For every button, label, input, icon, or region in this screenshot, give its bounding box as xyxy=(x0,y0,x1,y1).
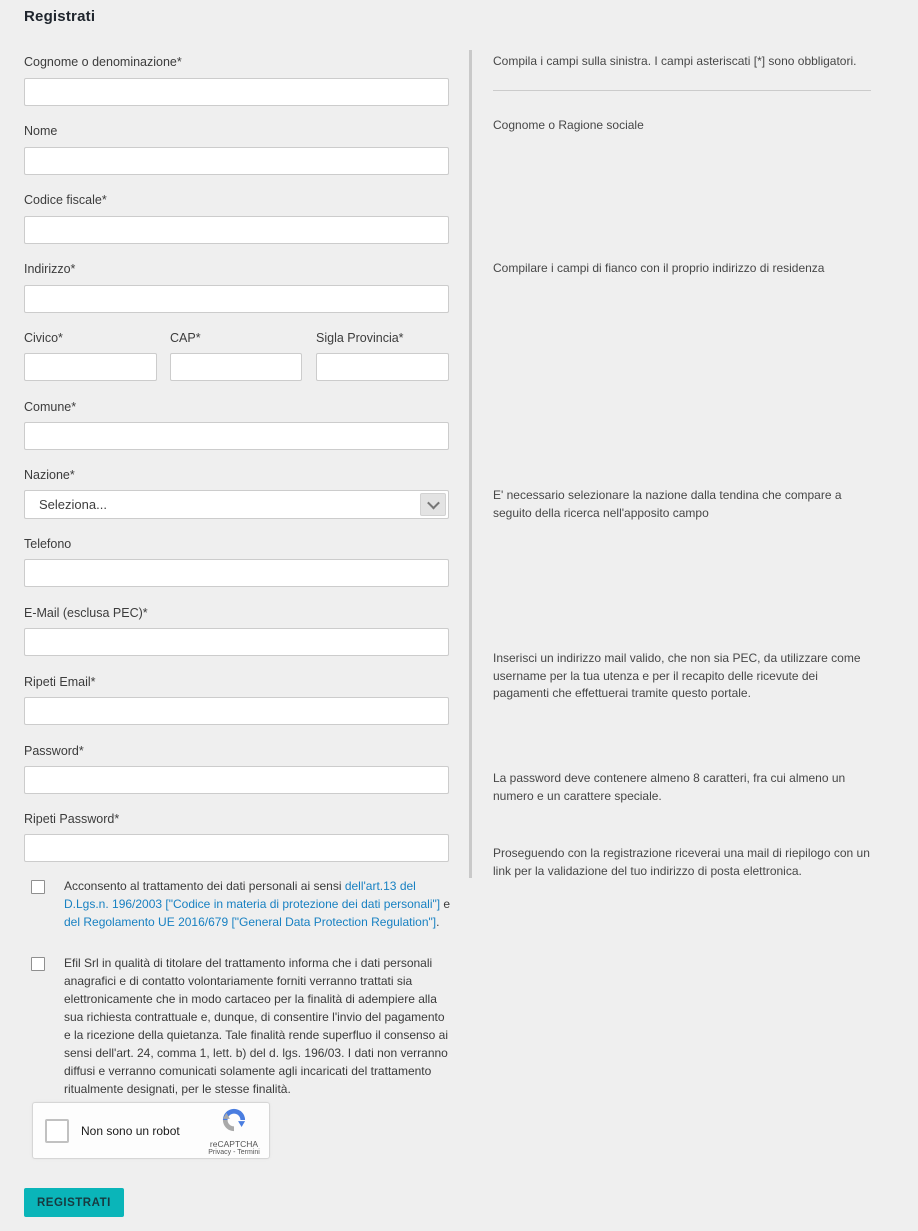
ripeti-email-input[interactable] xyxy=(24,697,449,725)
sigla-provincia-input[interactable] xyxy=(316,353,449,381)
comune-label: Comune* xyxy=(24,400,77,414)
help-nazione: E' necessario selezionare la nazione dalla tendina che compare a seguito della ricerca nell'apposito campo xyxy=(493,488,842,520)
nome-label: Nome xyxy=(24,124,58,138)
column-divider xyxy=(469,50,472,878)
ripeti-email-label: Ripeti Email* xyxy=(24,675,96,689)
password-input[interactable] xyxy=(24,766,449,794)
comune-input[interactable] xyxy=(24,422,449,450)
chevron-down-icon xyxy=(427,497,440,510)
nazione-label: Nazione* xyxy=(24,468,75,482)
treatment-consent-checkbox[interactable] xyxy=(31,957,45,971)
recaptcha-brand xyxy=(204,1106,264,1156)
sigla-provincia-label: Sigla Provincia* xyxy=(316,331,404,345)
privacy-consent-text-mid: e xyxy=(440,897,451,911)
cap-label: CAP* xyxy=(170,331,201,345)
civico-label: Civico* xyxy=(24,331,63,345)
email-input[interactable] xyxy=(24,628,449,656)
help-email: Inserisci un indirizzo mail valido, che non sia PEC, da utilizzare come username per la tua utenza e per il recapito delle ricevute dei pagamenti che effettuerai tramite questo portale. xyxy=(493,651,861,700)
cognome-input[interactable] xyxy=(24,78,449,106)
codice-fiscale-label: Codice fiscale* xyxy=(24,193,107,207)
help-separator xyxy=(493,90,871,91)
recaptcha-privacy-terms-links[interactable]: Privacy - Termini xyxy=(208,1149,260,1156)
recaptcha-label: Non sono un robot xyxy=(81,1124,180,1138)
privacy-consent-text-start: Acconsento al trattamento dei dati personali ai sensi xyxy=(64,879,345,893)
help-intro: Compila i campi sulla sinistra. I campi asteriscati [*] sono obbligatori. xyxy=(493,54,857,68)
nome-input[interactable] xyxy=(24,147,449,175)
indirizzo-label: Indirizzo* xyxy=(24,262,76,276)
recaptcha-brand-name: reCAPTCHA xyxy=(209,1139,259,1149)
help-registrazione: Proseguendo con la registrazione riceverai una mail di riepilogo con un link per la validazione del tuo indirizzo di posta elettronica. xyxy=(493,846,870,878)
indirizzo-input[interactable] xyxy=(24,285,449,313)
privacy-consent-text xyxy=(64,877,452,931)
email-label: E-Mail (esclusa PEC)* xyxy=(24,606,148,620)
treatment-consent-text: Efil Srl in qualità di titolare del trattamento informa che i dati personali anagrafici e di contatto volontariamente forniti verranno trattati sia elettronicamente che in modo cartaceo per la finalità di adempiere alla sua richiesta contrattuale e, dunque, di consentire l'invio del pagamento e la ricezione della quietanza. Tale finalità rende superfluo il consenso ai sensi dell'art. 24, comma 1, lett. b) del d. lgs. 196/03. I dati non verranno diffusi e verranno comunicati solamente agli incaricati del trattamento ritualmente designati, per le stesse finalità. xyxy=(64,956,449,1096)
page-title: Registrati xyxy=(24,8,96,25)
recaptcha-widget xyxy=(32,1102,270,1159)
gdpr-regulation-link[interactable]: del Regolamento UE 2016/679 ["General Data Protection Regulation"] xyxy=(64,915,437,929)
help-password: La password deve contenere almeno 8 caratteri, fra cui almeno un numero e un carattere speciale. xyxy=(493,771,846,803)
cognome-label: Cognome o denominazione* xyxy=(24,55,182,69)
codice-fiscale-input[interactable] xyxy=(24,216,449,244)
telefono-label: Telefono xyxy=(24,537,72,551)
privacy-consent-text-end: . xyxy=(436,915,440,929)
help-cognome: Cognome o Ragione sociale xyxy=(493,118,644,132)
civico-input[interactable] xyxy=(24,353,157,381)
cap-input[interactable] xyxy=(170,353,302,381)
password-label: Password* xyxy=(24,744,84,758)
ripeti-password-label: Ripeti Password* xyxy=(24,812,120,826)
nazione-selected-value: Seleziona... xyxy=(39,497,107,512)
help-indirizzo: Compilare i campi di fianco con il proprio indirizzo di residenza xyxy=(493,261,825,275)
registrati-button[interactable]: REGISTRATI xyxy=(24,1188,124,1217)
privacy-consent-checkbox[interactable] xyxy=(31,880,45,894)
ripeti-password-input[interactable] xyxy=(24,834,449,862)
recaptcha-logo-icon xyxy=(220,1106,248,1134)
recaptcha-checkbox[interactable] xyxy=(45,1119,69,1143)
nazione-select-arrow xyxy=(420,493,446,516)
dlgs-196-2003-link[interactable]: dell'art.13 del D.Lgs.n. 196/2003 ["Codice in materia di protezione dei dati personali"] xyxy=(64,879,441,911)
nazione-select[interactable] xyxy=(24,490,449,519)
telefono-input[interactable] xyxy=(24,559,449,587)
